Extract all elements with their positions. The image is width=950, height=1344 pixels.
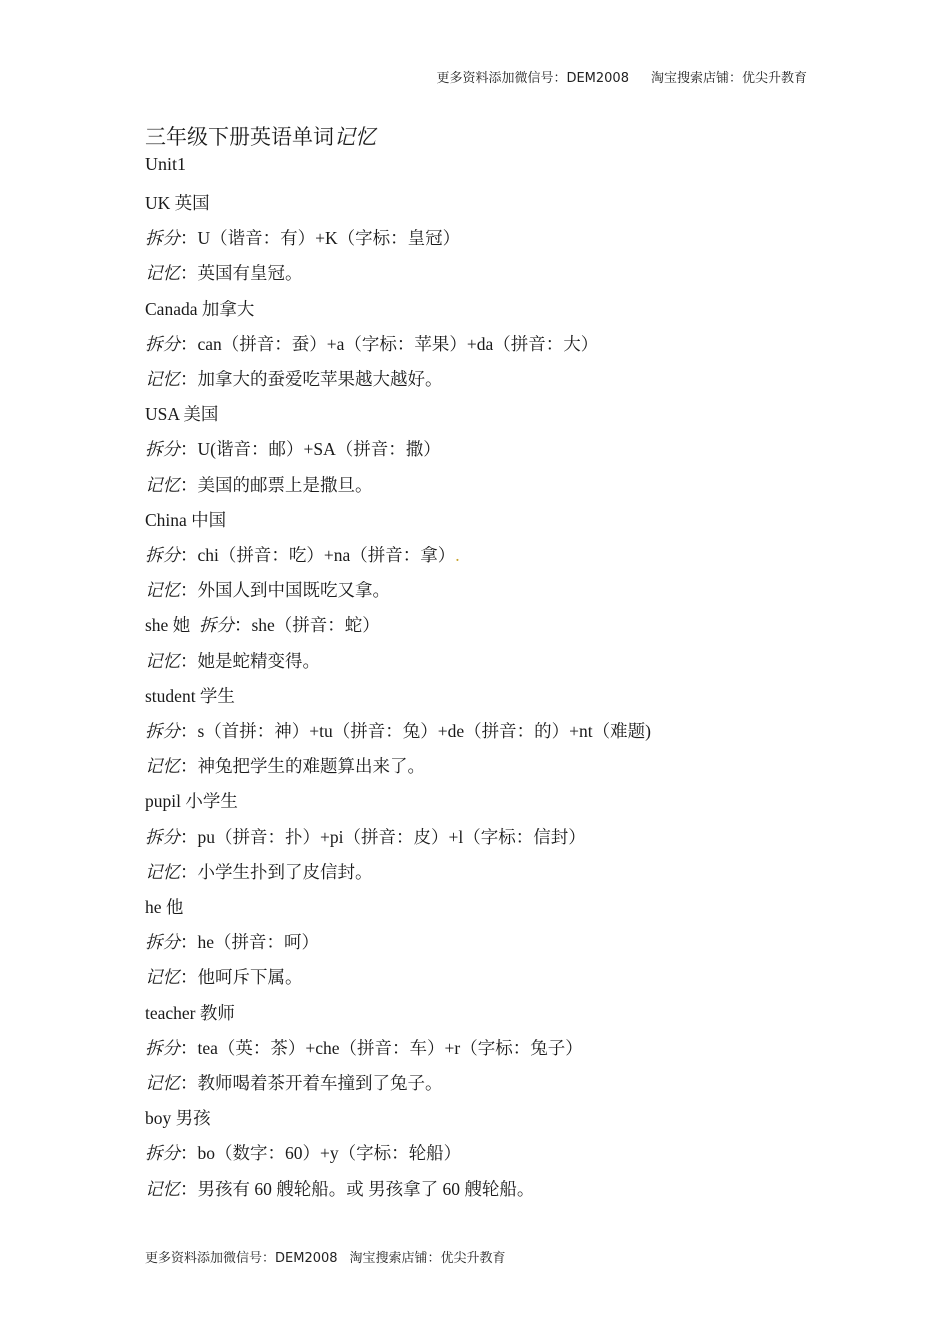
- colon: ：: [180, 1037, 198, 1058]
- split-text: pu（拼音：扑）+pi（拼音：皮）+l（字标：信封）: [197, 826, 586, 847]
- memory-text: 小学生扑到了皮信封。: [197, 861, 373, 882]
- entry-word: boy 男孩: [145, 1108, 211, 1129]
- entry-word: student 学生: [145, 685, 235, 706]
- split-text: U（谐音：有）+K（字标：皇冠）: [197, 228, 461, 249]
- split-label: 拆分: [145, 826, 180, 847]
- entry-memory: [145, 855, 825, 890]
- split-text: she（拼音：蛇）: [251, 615, 380, 636]
- colon: ：: [180, 1143, 198, 1164]
- memory-text: 教师喝着茶开着车撞到了兔子。: [197, 1073, 443, 1094]
- entry-word: pupil 小学生: [145, 791, 238, 812]
- split-suffix: .: [455, 545, 460, 566]
- memory-label: 记忆: [145, 967, 180, 988]
- memory-label: 记忆: [145, 1073, 180, 1094]
- colon: ：: [180, 1073, 198, 1094]
- colon: ：: [180, 650, 198, 671]
- page-footer: [145, 1247, 506, 1266]
- colon: ：: [180, 333, 198, 354]
- colon: ：: [180, 439, 198, 460]
- memory-text: 英国有皇冠。: [197, 263, 303, 284]
- memory-label: 记忆: [145, 474, 180, 495]
- colon: ：: [233, 615, 252, 636]
- split-label: 拆分: [145, 439, 180, 460]
- colon: ：: [180, 861, 198, 882]
- entry-memory: [145, 1066, 825, 1101]
- entry-split: [145, 538, 825, 573]
- colon: ：: [180, 756, 198, 777]
- colon: ：: [180, 826, 198, 847]
- split-text: bo（数字：60）+y（字标：轮船）: [197, 1143, 462, 1164]
- colon: ：: [180, 545, 198, 566]
- split-text: tea（英：茶）+che（拼音：车）+r（字标：兔子）: [197, 1037, 583, 1058]
- split-text: chi（拼音：吃）+na（拼音：拿）: [197, 545, 456, 566]
- split-label: 拆分: [145, 1037, 180, 1058]
- document-title: [145, 122, 825, 152]
- page-header: [436, 67, 807, 86]
- entry-memory: [145, 573, 825, 608]
- split-label: 拆分: [145, 333, 180, 354]
- colon: ：: [180, 228, 198, 249]
- entry-word: Canada 加拿大: [145, 298, 255, 319]
- memory-label: 记忆: [145, 369, 180, 390]
- split-text: s（首拼：神）+tu（拼音：兔）+de（拼音：的）+nt（难题): [197, 721, 651, 742]
- colon: ：: [180, 1178, 198, 1199]
- entry-split: [145, 432, 825, 467]
- split-label: 拆分: [145, 228, 180, 249]
- colon: ：: [180, 932, 198, 953]
- memory-label: 记忆: [145, 756, 180, 777]
- entry-word: China 中国: [145, 509, 227, 530]
- colon: ：: [180, 263, 198, 284]
- header-shop-text: 淘宝搜索店铺：优尖升教育: [650, 71, 807, 86]
- split-text: U(谐音：邮）+SA（拼音：撒）: [197, 439, 441, 460]
- entry-split: [145, 714, 825, 749]
- header-wechat-text: 更多资料添加微信号：DEM2008: [436, 71, 629, 86]
- memory-label: 记忆: [145, 1178, 180, 1199]
- footer-shop-text: 淘宝搜索店铺：优尖升教育: [349, 1251, 506, 1266]
- memory-text: 男孩有 60 艘轮船。或 男孩拿了 60 艘轮船。: [197, 1178, 535, 1199]
- split-label: 拆分: [145, 1143, 180, 1164]
- entry-split: [145, 820, 825, 855]
- memory-text: 他呵斥下属。: [197, 967, 303, 988]
- footer-wechat-text: 更多资料添加微信号：DEM2008: [145, 1251, 338, 1266]
- entry-word-and-split: [145, 608, 825, 643]
- memory-label: 记忆: [145, 263, 180, 284]
- entry-memory: [145, 749, 825, 784]
- colon: ：: [180, 967, 198, 988]
- entry-memory: [145, 1172, 825, 1207]
- colon: ：: [180, 721, 198, 742]
- colon: ：: [180, 580, 198, 601]
- entry-memory: [145, 468, 825, 503]
- entry-split: [145, 221, 825, 256]
- entry-word: USA 美国: [145, 404, 219, 425]
- entry-word: UK 英国: [145, 193, 210, 213]
- entry-word: he 他: [145, 897, 184, 918]
- entry-split: [145, 1136, 825, 1171]
- memory-text: 外国人到中国既吃又拿。: [197, 580, 390, 601]
- split-text: he（拼音：呵）: [197, 932, 320, 953]
- memory-text: 加拿大的蚕爱吃苹果越大越好。: [197, 369, 443, 390]
- entry-split: [145, 925, 825, 960]
- document-body: [145, 122, 825, 1207]
- unit-heading: Unit1: [145, 154, 187, 174]
- entry-memory: [145, 644, 825, 679]
- memory-text: 她是蛇精变得。: [197, 650, 320, 671]
- memory-label: 记忆: [145, 580, 180, 601]
- entry-memory: [145, 256, 825, 291]
- split-text: can（拼音：蚕）+a（字标：苹果）+da（拼音：大）: [197, 333, 599, 354]
- memory-label: 记忆: [145, 861, 180, 882]
- entry-word: she 她: [145, 615, 191, 636]
- entry-split: [145, 327, 825, 362]
- entry-memory: [145, 960, 825, 995]
- entry-word: teacher 教师: [145, 1002, 235, 1023]
- colon: ：: [180, 474, 198, 495]
- title-main: 三年级下册英语单词: [145, 125, 334, 149]
- entry-split: [145, 1031, 825, 1066]
- title-italic: 记忆: [334, 125, 376, 149]
- memory-text: 美国的邮票上是撒旦。: [197, 474, 373, 495]
- split-label: 拆分: [145, 721, 180, 742]
- entry-memory: [145, 362, 825, 397]
- split-label: 拆分: [145, 932, 180, 953]
- split-label: 拆分: [145, 545, 180, 566]
- memory-label: 记忆: [145, 650, 180, 671]
- colon: ：: [180, 369, 198, 390]
- memory-text: 神兔把学生的难题算出来了。: [197, 756, 425, 777]
- split-label: 拆分: [198, 615, 234, 636]
